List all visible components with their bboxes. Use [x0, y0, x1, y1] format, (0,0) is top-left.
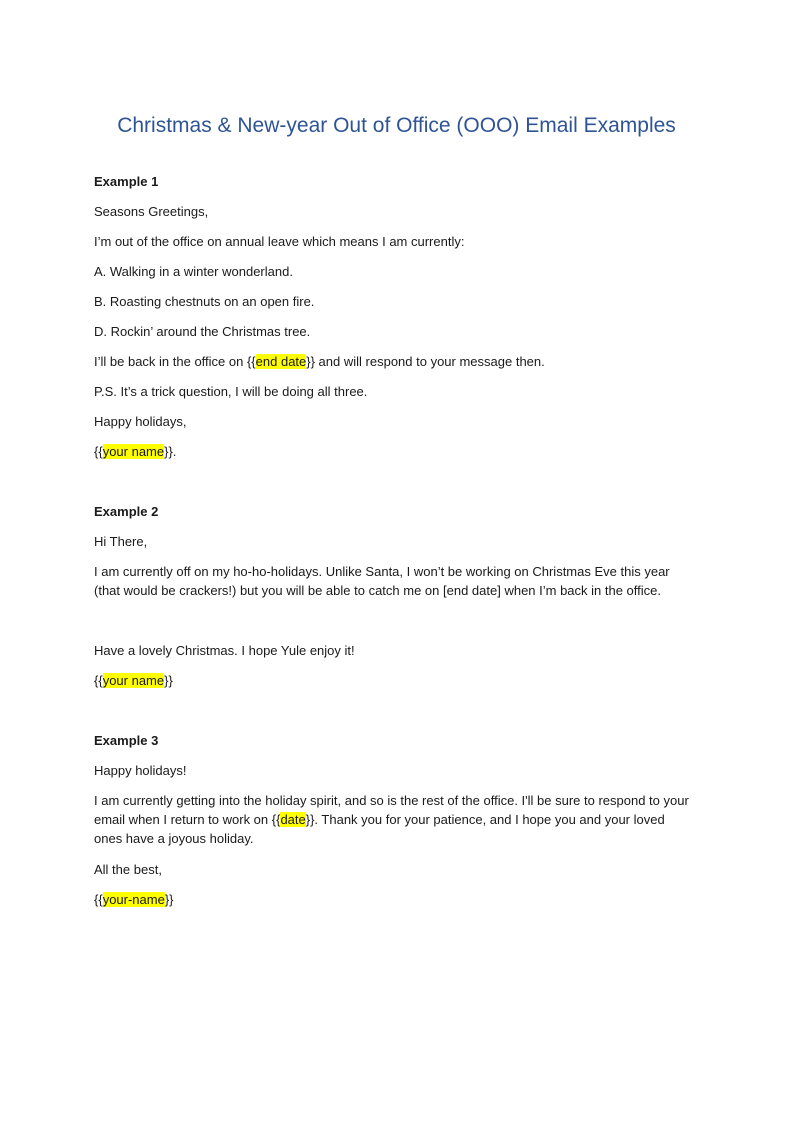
example-1-greeting: Seasons Greetings, — [94, 204, 209, 219]
placeholder-highlight: your-name — [102, 892, 165, 907]
example-2-heading: Example 2 — [94, 504, 159, 519]
text-fragment: {{ — [94, 673, 103, 688]
text-fragment: }} — [164, 892, 174, 907]
example-3-heading: Example 3 — [94, 733, 159, 748]
page-title: Christmas & New-year Out of Office (OOO) Email Examples — [117, 114, 676, 137]
example-1-option-d: D. Rockin’ around the Christmas tree. — [94, 324, 311, 339]
text-fragment: }} — [164, 673, 173, 688]
example-1-heading: Example 1 — [94, 174, 159, 189]
example-1-option-b: B. Roasting chestnuts on an open fire. — [94, 294, 315, 309]
example-2-greeting: Hi There, — [94, 534, 148, 549]
example-2-body: I am currently off on my ho-ho-holidays. Unlike Santa, I won’t be working on Christmas Eve this year (that would be crackers!) but you will be able to catch me on [end date] when I’m back in the office. — [94, 564, 670, 598]
text-fragment: }}. — [164, 444, 177, 459]
example-3-signature — [94, 890, 174, 909]
example-1-option-a: A. Walking in a winter wonderland. — [94, 264, 293, 279]
example-2-signature — [94, 671, 173, 690]
placeholder-highlight: your name — [102, 444, 165, 459]
text-fragment: {{ — [94, 444, 103, 459]
placeholder-highlight: end date — [255, 354, 307, 369]
example-2-closing: Have a lovely Christmas. I hope Yule enjoy it! — [94, 643, 355, 658]
text-fragment: {{ — [94, 892, 103, 907]
example-3-signoff: All the best, — [94, 862, 162, 877]
text-fragment: I am currently getting into the holiday spirit, and so is the rest of the office. I'll be sure to respond to your email when I return to work on {{ — [94, 793, 689, 827]
example-1-signoff: Happy holidays, — [94, 414, 187, 429]
example-1-intro: I’m out of the office on annual leave which means I am currently: — [94, 234, 465, 249]
example-1-return-line — [94, 352, 545, 371]
text-fragment: }} and will respond to your message then. — [306, 354, 545, 369]
example-3-greeting: Happy holidays! — [94, 763, 187, 778]
example-1-signature — [94, 442, 176, 461]
text-fragment: I’ll be back in the office on {{ — [94, 354, 256, 369]
placeholder-highlight: date — [280, 812, 306, 827]
text-fragment: }}. Thank you for your patience, and I hope you and your loved ones have a joyous holiday. — [94, 812, 665, 846]
placeholder-highlight: your name — [102, 673, 165, 688]
example-3-body — [94, 791, 694, 848]
example-1-ps: P.S. It’s a trick question, I will be doing all three. — [94, 384, 368, 399]
